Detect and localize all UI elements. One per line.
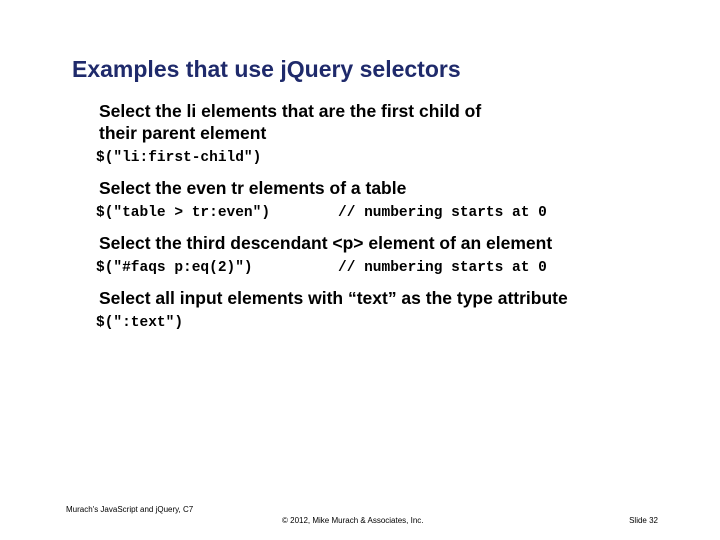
example-code: $("#faqs p:eq(2)") xyxy=(96,260,253,276)
example-item xyxy=(96,287,679,333)
example-code: $("li:first-child") xyxy=(96,150,262,166)
example-code-line xyxy=(96,313,679,333)
example-comment: // numbering starts at 0 xyxy=(338,260,547,276)
example-heading: Select the li elements that are the first child of their parent element xyxy=(99,101,482,143)
footer-copyright: © 2012, Mike Murach & Associates, Inc. xyxy=(282,516,424,525)
slide-title: Examples that use jQuery selectors xyxy=(72,56,461,82)
example-comment: // numbering starts at 0 xyxy=(338,205,547,221)
example-heading: Select the even tr elements of a table xyxy=(99,178,407,198)
examples-list xyxy=(96,100,679,342)
example-code-line xyxy=(96,203,679,223)
example-code: $(":text") xyxy=(96,315,184,331)
example-item xyxy=(96,232,679,278)
example-item xyxy=(96,100,679,168)
example-code-line xyxy=(96,258,679,278)
footer-slide-number: Slide 32 xyxy=(629,516,658,525)
footer-book-title: Murach's JavaScript and jQuery, C7 xyxy=(66,505,194,514)
example-heading: Select all input elements with “text” as the type attribute xyxy=(99,288,568,308)
example-code: $("table > tr:even") xyxy=(96,205,271,221)
example-heading: Select the third descendant <p> element of an element xyxy=(99,233,553,253)
example-item xyxy=(96,177,679,223)
example-code-line xyxy=(96,148,679,168)
